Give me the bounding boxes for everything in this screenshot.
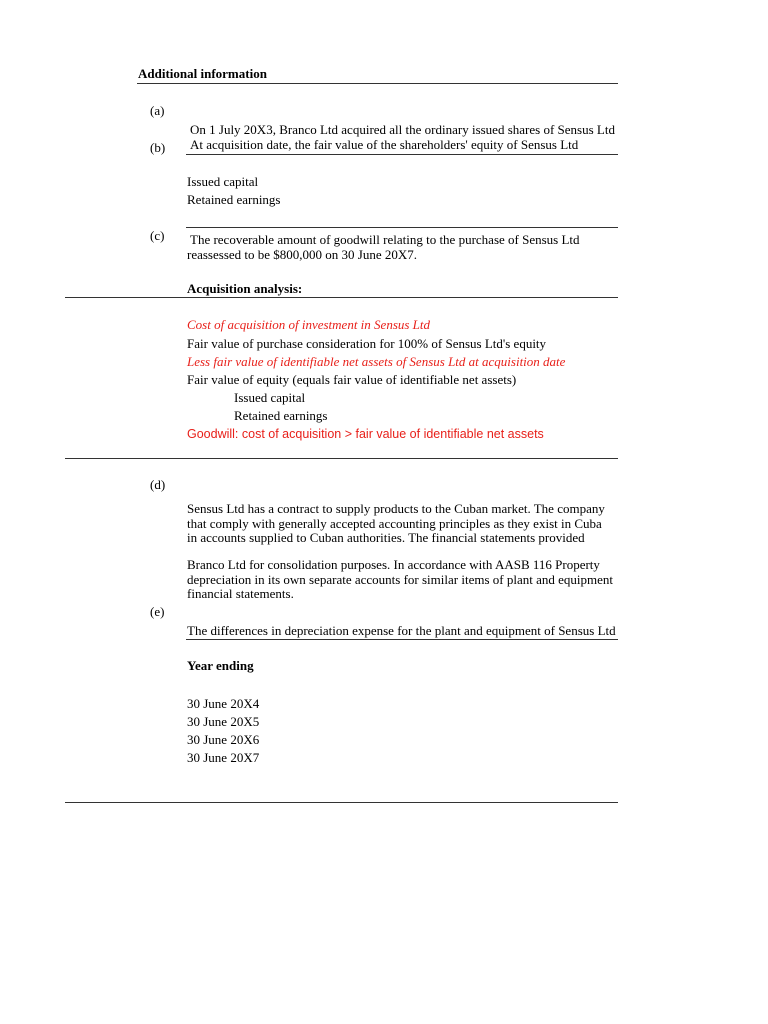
item-label-a: (a) <box>150 103 165 118</box>
item-b-rule <box>186 154 618 155</box>
heading-rule <box>137 83 618 84</box>
equity-item-issued-capital: Issued capital <box>187 174 259 189</box>
year-ending-heading: Year ending <box>187 658 254 673</box>
year-row-20x5: 30 June 20X5 <box>187 714 260 729</box>
item-c-line-1: The recoverable amount of goodwill relating to the purchase of Sensus Ltd <box>190 232 580 247</box>
item-label-d: (d) <box>150 477 166 492</box>
acquisition-heading: Acquisition analysis: <box>187 281 303 296</box>
bottom-rule <box>65 802 618 803</box>
item-d-para1-line-2: that comply with generally accepted accounting principles as they exist in Cuba <box>187 516 602 531</box>
year-row-20x6: 30 June 20X6 <box>187 732 260 747</box>
item-d-para1-line-3: in accounts supplied to Cuban authorities. The financial statements provided <box>187 530 585 545</box>
year-row-20x7: 30 June 20X7 <box>187 750 260 765</box>
acquisition-equity-line: Fair value of equity (equals fair value of identifiable net assets) <box>187 372 517 387</box>
acquisition-consideration-line: Fair value of purchase consideration for 100% of Sensus Ltd's equity <box>187 336 547 351</box>
acquisition-rule-bottom <box>65 458 618 459</box>
acquisition-goodwill-line: Goodwill: cost of acquisition > fair value of identifiable net assets <box>187 427 544 441</box>
item-e-rule <box>186 639 618 640</box>
item-c-line-2: reassessed to be $800,000 on 30 June 20X7. <box>187 247 417 262</box>
year-row-20x4: 30 June 20X4 <box>187 696 260 711</box>
item-b-line-2: At acquisition date, the fair value of the shareholders' equity of Sensus Ltd <box>190 137 579 152</box>
item-d-para2-line-2: depreciation in its own separate accounts for similar items of plant and equipment <box>187 572 613 587</box>
item-b-line-1: On 1 July 20X3, Branco Ltd acquired all the ordinary issued shares of Sensus Ltd <box>190 122 615 137</box>
item-d-para2-line-3: financial statements. <box>187 586 294 601</box>
acquisition-less-line: Less fair value of identifiable net assets of Sensus Ltd at acquisition date <box>187 354 566 369</box>
item-label-e: (e) <box>150 604 165 619</box>
equity-item-retained-earnings: Retained earnings <box>187 192 281 207</box>
item-d-para1-line-1: Sensus Ltd has a contract to supply products to the Cuban market. The company <box>187 501 605 516</box>
acquisition-rule-top <box>65 297 618 298</box>
item-label-b: (b) <box>150 140 166 155</box>
acquisition-retained-earnings: Retained earnings <box>234 408 328 423</box>
section-heading: Additional information <box>138 66 267 81</box>
acquisition-issued-capital: Issued capital <box>234 390 306 405</box>
acquisition-cost-line: Cost of acquisition of investment in Sensus Ltd <box>187 317 431 332</box>
item-c-top-rule <box>186 227 618 228</box>
item-e-line-1: The differences in depreciation expense for the plant and equipment of Sensus Ltd <box>187 623 616 638</box>
item-d-para2-line-1: Branco Ltd for consolidation purposes. In accordance with AASB 116 Property <box>187 557 600 572</box>
item-label-c: (c) <box>150 228 165 243</box>
